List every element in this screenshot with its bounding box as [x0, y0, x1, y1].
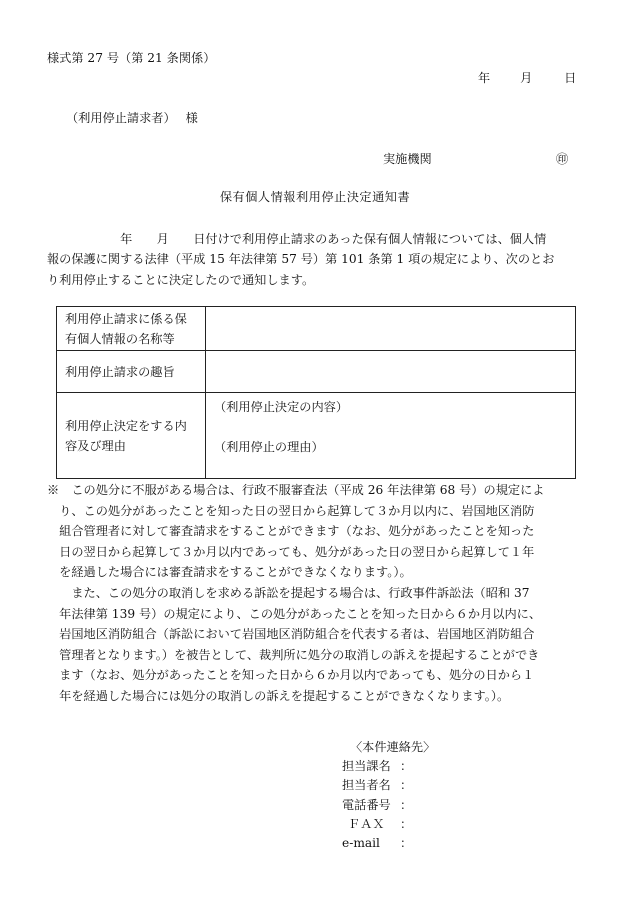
row2-value — [206, 351, 576, 393]
notice-line: 組合管理者に対して審査請求をすることができます（なお、処分があったことを知った — [47, 524, 535, 539]
row3-label-line2: 容及び理由 — [65, 438, 126, 453]
seal-mark: ㊞ — [556, 152, 569, 166]
year-label: 年 — [478, 71, 491, 85]
contact-dept-row — [342, 757, 435, 776]
document-title: 保有個人情報利用停止決定通知書 — [219, 190, 411, 204]
intro-line: 報の保護に関する法律（平成 15 年法律第 57 号）第 101 条第 1 項の規定により、次のとお — [47, 252, 555, 267]
colon: ： — [400, 836, 413, 851]
month-label: 月 — [520, 71, 533, 85]
contact-phone-label: 電話番号 — [342, 797, 391, 812]
notice-line: 岩国地区消防組合（訴訟において岩国地区消防組合を代表する者は、岩国地区消防組合 — [47, 627, 535, 642]
row1-label-line2: 有個人情報の名称等 — [65, 331, 175, 346]
notice-line: ます（なお、処分があったことを知った日から６か月以内であっても、処分の日から１ — [47, 668, 535, 683]
colon: ： — [400, 797, 413, 812]
intro-paragraph — [47, 229, 587, 290]
contact-email-row — [342, 834, 435, 853]
contact-fax-label: ＦＡＸ — [348, 816, 385, 831]
row1-label — [57, 307, 206, 351]
notice-line: 日の翌日から起算して３か月以内であっても、処分があった日の翌日から起算して１年 — [47, 544, 535, 559]
row3-label-line1: 利用停止決定をする内 — [65, 418, 187, 433]
agency-label: 実施機関 — [383, 152, 432, 166]
date-line — [478, 70, 576, 87]
row2-label: 利用停止請求の趣旨 — [57, 351, 206, 393]
contact-person-row — [342, 776, 435, 795]
row3-label — [57, 393, 206, 479]
table-row — [57, 351, 576, 393]
colon: ： — [400, 759, 413, 774]
row1-value — [206, 307, 576, 351]
contact-block — [342, 738, 435, 853]
contact-email-label: e-mail — [342, 836, 380, 851]
contact-person-label: 担当者名 — [342, 778, 391, 793]
intro-line: り利用停止することに決定したので通知します。 — [47, 272, 315, 287]
day-label: 日 — [564, 71, 577, 85]
table-row — [57, 393, 576, 479]
appeal-notice — [47, 480, 592, 707]
row3-value — [206, 393, 576, 479]
form-number: 様式第 27 号（第 21 条関係） — [47, 51, 216, 65]
recipient-line: （利用停止請求者） 様 — [66, 111, 198, 125]
colon: ： — [400, 816, 413, 831]
contact-phone-row — [342, 796, 435, 815]
colon: ： — [400, 778, 413, 793]
row3-content-line1: （利用停止決定の内容） — [214, 400, 349, 414]
decision-table — [56, 306, 576, 479]
row3-content-line2: （利用停止の理由） — [214, 440, 324, 454]
contact-heading: 〈本件連絡先〉 — [350, 740, 436, 754]
contact-fax-row — [342, 815, 435, 834]
intro-line: 年 月 日付けで利用停止請求のあった保有個人情報については、個人情 — [47, 232, 547, 246]
notice-line: 年法律第 139 号）の規定により、この処分があったことを知った日から６か月以内に、 — [47, 606, 542, 621]
notice-line: また、この処分の取消しを求める訴訟を提起する場合は、行政事件訴訟法（昭和 37 — [47, 585, 530, 600]
notice-line: り、この処分があったことを知った日の翌日から起算して３か月以内に、岩国地区消防 — [47, 503, 535, 518]
notice-line: ※ この処分に不服がある場合は、行政不服審査法（平成 26 年法律第 68 号）の規定によ — [47, 483, 545, 497]
row1-label-line1: 利用停止請求に係る保 — [65, 311, 187, 326]
notice-line: 管理者となります。）を被告として、裁判所に処分の取消しの訴えを提起することができ — [47, 647, 540, 662]
contact-dept-label: 担当課名 — [342, 759, 391, 774]
table-row — [57, 307, 576, 351]
notice-line: 年を経過した場合には処分の取消しの訴えを提起することができなくなります。）。 — [47, 688, 510, 703]
notice-line: を経過した場合には審査請求をすることができなくなります。）。 — [47, 565, 412, 580]
